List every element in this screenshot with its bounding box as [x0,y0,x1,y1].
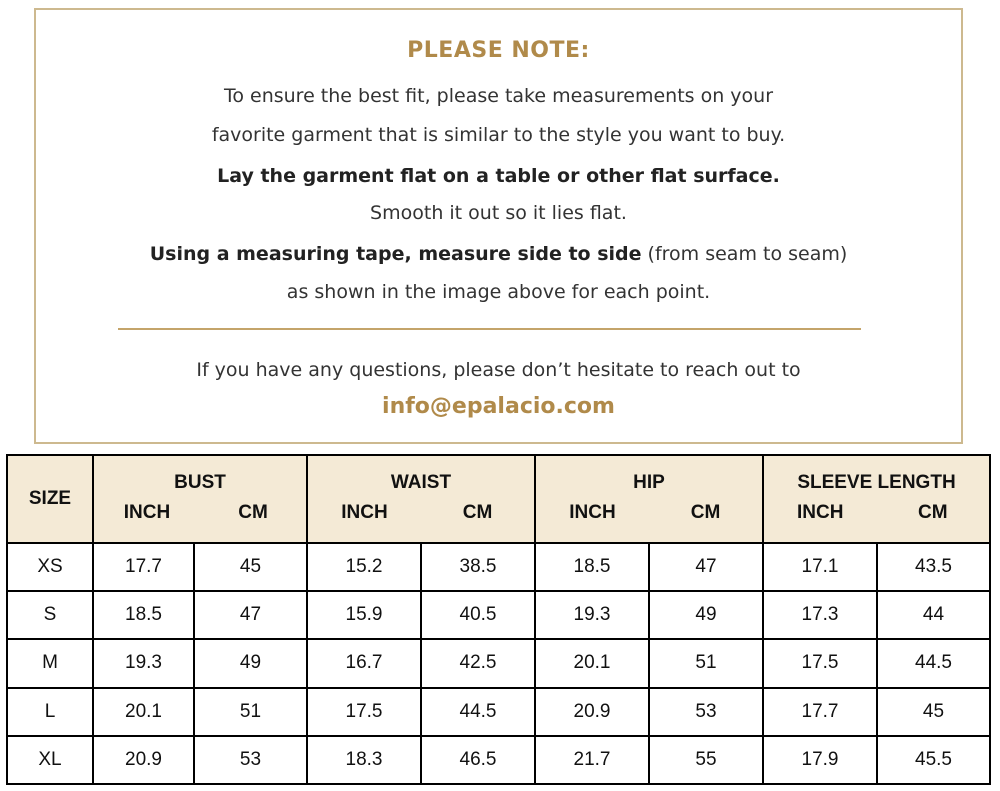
unit-inch: INCH [341,502,388,523]
note-line-5 [36,242,961,266]
note-box [34,8,963,444]
table-cell: 42.5 [421,639,535,687]
group-header-hip [535,455,763,543]
header-row [7,455,990,543]
table-cell: 20.1 [535,639,649,687]
table-cell: 51 [194,688,307,736]
table-cell: 53 [649,688,763,736]
note-line-5-bold: Using a measuring tape, measure side to side [149,243,642,265]
group-header-bust [93,455,307,543]
table-cell: 49 [194,639,307,687]
table-cell: 45 [194,543,307,591]
table-cell: 17.5 [763,639,877,687]
table-cell: 17.9 [763,736,877,784]
table-cell: 20.9 [535,688,649,736]
unit-inch: INCH [123,502,171,523]
table-row [7,639,990,687]
note-line-4: Smooth it out so it lies flat. [370,202,627,224]
group-header-sleeve-length [763,455,990,543]
table-cell: 18.3 [307,736,421,784]
unit-cm: CM [462,502,493,523]
size-chart-table [6,454,991,785]
table-cell: 17.7 [93,543,194,591]
table-cell: 40.5 [421,591,535,639]
group-header-waist [307,455,535,543]
table-cell: 18.5 [93,591,194,639]
table-cell: 49 [649,591,763,639]
table-row [7,591,990,639]
size-header: SIZE [7,455,93,543]
size-cell: M [7,639,93,687]
group-name: WAIST [390,472,452,493]
note-line-3: Lay the garment flat on a table or other flat surface. [217,165,780,187]
table-cell: 44.5 [877,639,990,687]
note-title: PLEASE NOTE: [407,38,590,63]
table-cell: 44 [877,591,990,639]
group-name: HIP [633,472,665,493]
table-cell: 17.3 [763,591,877,639]
unit-cm: CM [690,502,721,523]
table-cell: 45 [877,688,990,736]
note-line-1: To ensure the best fit, please take measurements on your [223,85,774,107]
group-name: BUST [174,472,226,493]
size-cell: XS [7,543,93,591]
unit-inch: INCH [569,502,616,523]
table-cell: 16.7 [307,639,421,687]
table-cell: 18.5 [535,543,649,591]
table-cell: 55 [649,736,763,784]
table-cell: 45.5 [877,736,990,784]
unit-cm: CM [917,502,948,523]
table-cell: 17.5 [307,688,421,736]
table-row [7,736,990,784]
note-line-5-rest: (from seam to seam) [641,243,848,265]
table-cell: 17.7 [763,688,877,736]
email-link[interactable]: info@epalacio.com [382,394,615,419]
table-cell: 15.9 [307,591,421,639]
table-cell: 47 [649,543,763,591]
size-cell: L [7,688,93,736]
table-cell: 17.1 [763,543,877,591]
note-line-6: as shown in the image above for each point. [286,281,711,303]
table-cell: 15.2 [307,543,421,591]
table-cell: 21.7 [535,736,649,784]
unit-cm: CM [238,502,268,523]
table-cell: 19.3 [93,639,194,687]
table-cell: 47 [194,591,307,639]
unit-inch: INCH [797,502,844,523]
note-line-2: favorite garment that is similar to the style you want to buy. [211,124,786,146]
table-cell: 20.1 [93,688,194,736]
table-cell: 43.5 [877,543,990,591]
table-row [7,688,990,736]
group-name: SLEEVE LENGTH [797,472,956,493]
table-cell: 20.9 [93,736,194,784]
table-cell: 19.3 [535,591,649,639]
size-cell: XL [7,736,93,784]
size-cell: S [7,591,93,639]
divider [118,328,861,330]
table-cell: 46.5 [421,736,535,784]
table-cell: 44.5 [421,688,535,736]
table-cell: 38.5 [421,543,535,591]
table-cell: 51 [649,639,763,687]
table-row [7,543,990,591]
table-cell: 53 [194,736,307,784]
contact-text: If you have any questions, please don’t hesitate to reach out to [196,359,801,381]
